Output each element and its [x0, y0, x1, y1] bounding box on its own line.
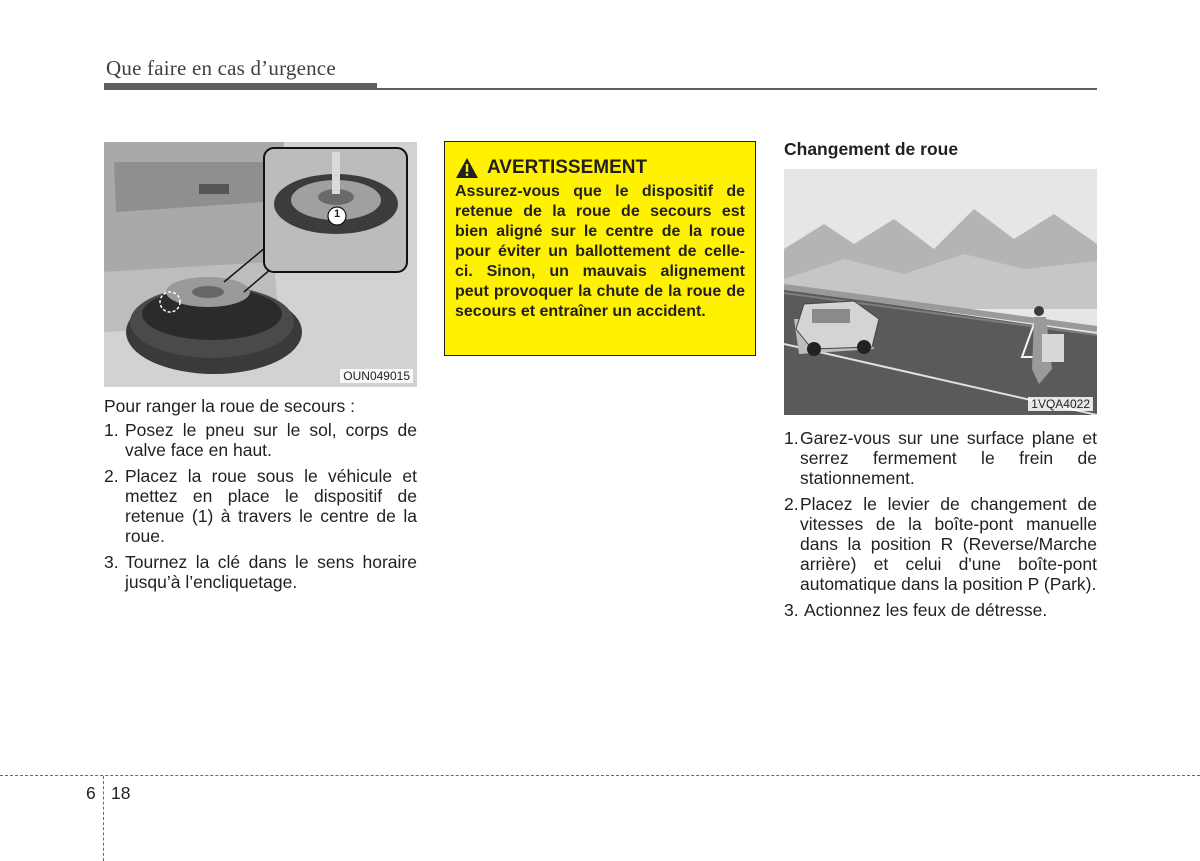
warning-box — [444, 141, 756, 356]
storage-steps — [104, 420, 417, 598]
roadside-illustration — [784, 169, 1097, 415]
list-item — [784, 494, 1097, 594]
callout-number: 1 — [333, 208, 341, 220]
step-number: 2. — [784, 494, 799, 514]
step-number: 1. — [104, 420, 119, 440]
footer-rule — [0, 775, 1200, 776]
figure-caption: 1VQA4022 — [1028, 397, 1093, 411]
step-number: 2. — [104, 466, 119, 486]
roadside-figure — [784, 169, 1097, 415]
step-number: 3. — [104, 552, 119, 572]
storage-intro: Pour ranger la roue de secours : — [104, 396, 355, 416]
spare-wheel-illustration — [104, 142, 417, 387]
page-number: 18 — [111, 783, 131, 803]
page-header-title: Que faire en cas d’urgence — [106, 56, 336, 80]
step-text: Posez le pneu sur le sol, corps de valve face en haut. — [125, 420, 417, 460]
warning-title: AVERTISSEMENT — [487, 157, 648, 178]
step-text: Garez-vous sur une surface plane et serrez fermement le frein de stationnement. — [800, 428, 1097, 488]
list-item — [784, 428, 1097, 488]
step-number: 1. — [784, 428, 799, 448]
step-text: Actionnez les feux de détresse. — [804, 600, 1048, 620]
list-item — [104, 420, 417, 460]
figure-caption: OUN049015 — [340, 369, 413, 383]
list-item — [104, 552, 417, 592]
wheel-change-steps — [784, 428, 1097, 626]
footer-divider — [103, 776, 104, 861]
warning-text: Assurez-vous que le dispositif de retenue de la roue de secours est bien aligné sur le centre de la roue pour éviter un ballottement de celle-ci. Sinon, un mauvais alignement peut provoquer la chute de la roue de secours et entraîner un accident. — [455, 183, 745, 320]
step-text: Placez la roue sous le véhicule et mettez en place le dispositif de retenue (1) à travers le centre de la roue. — [125, 466, 417, 546]
warning-triangle-icon — [455, 157, 479, 179]
spare-wheel-figure — [104, 142, 417, 387]
list-item — [104, 466, 417, 546]
warning-header — [455, 156, 745, 180]
step-text: Tournez la clé dans le sens horaire jusqu’à l’encliquetage. — [125, 552, 417, 592]
step-number: 3. — [784, 600, 799, 620]
step-text: Placez le levier de changement de vitesses de la boîte-pont manuelle dans la position R (Reverse/Marche arrière) et celui d'une boîte-pont automatique dans la position P (Park). — [800, 494, 1097, 594]
list-item — [784, 600, 1097, 620]
section-title: Changement de roue — [784, 139, 959, 159]
header-rule — [104, 88, 1097, 90]
chapter-number: 6 — [86, 783, 96, 803]
